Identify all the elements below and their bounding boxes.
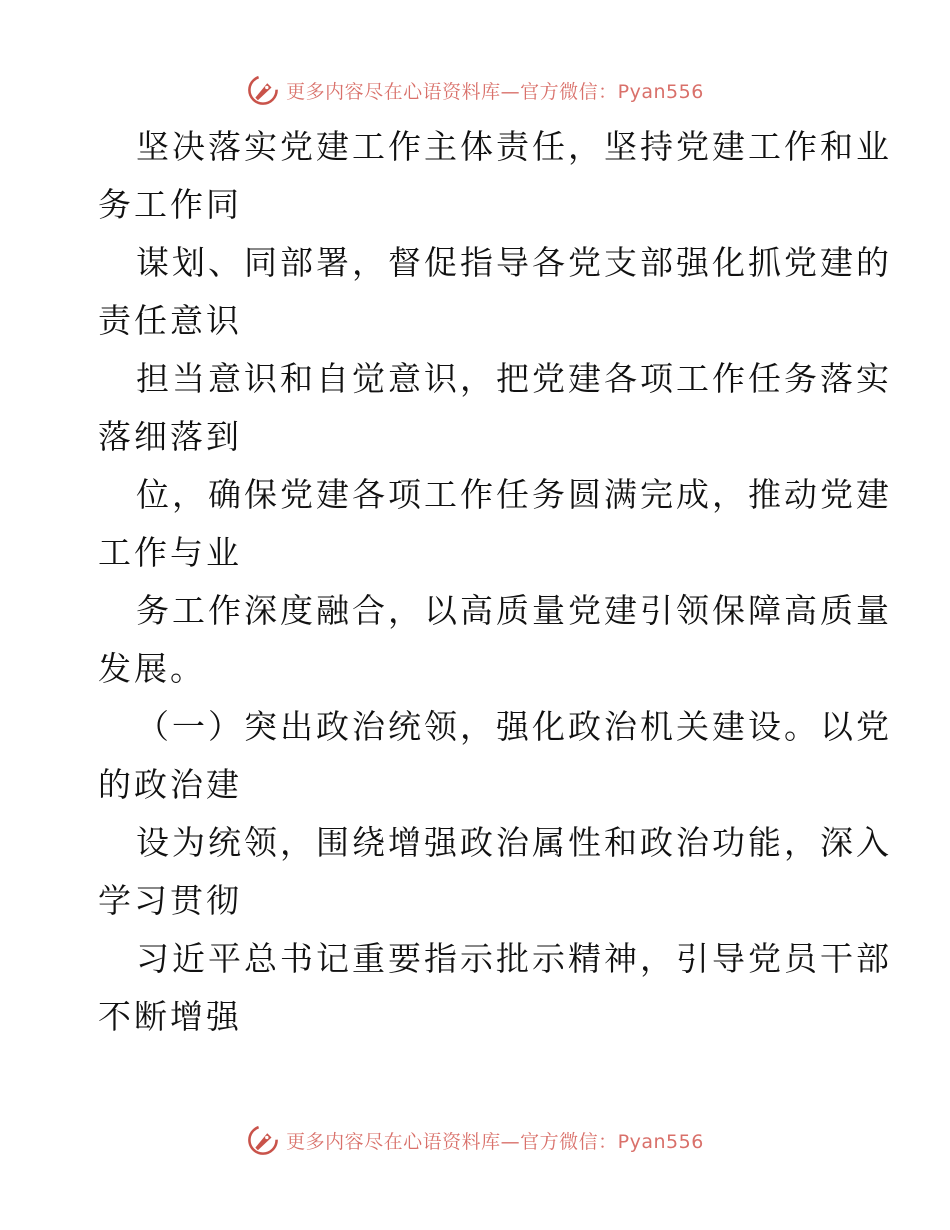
text-line: 不断增强	[98, 997, 242, 1036]
text-line: 务工作同	[98, 185, 242, 224]
watermark-text: 更多内容尽在心语资料库—官方微信：Pyan556	[286, 1130, 704, 1153]
text-line: 谋划、同部署，督促指导各党支部强化抓党建的	[136, 243, 892, 282]
text-line: 发展。	[98, 649, 206, 688]
text-line: 工作与业	[98, 533, 242, 572]
text-line: 的政治建	[98, 765, 242, 804]
pen-nib-logo-icon	[246, 1123, 280, 1157]
text-line: 担当意识和自觉意识，把党建各项工作任务落实	[136, 359, 892, 398]
text-line: 学习贯彻	[98, 881, 242, 920]
text-line: 责任意识	[98, 301, 242, 340]
text-line: 务工作深度融合，以高质量党建引领保障高质量	[136, 591, 892, 630]
pen-nib-logo-icon	[246, 73, 280, 107]
text-line: 落细落到	[98, 417, 242, 456]
text-line: 坚决落实党建工作主体责任，坚持党建工作和业	[136, 127, 892, 166]
text-line: 位，确保党建各项工作任务圆满完成，推动党建	[136, 475, 892, 514]
header-watermark	[0, 70, 950, 110]
text-line: 习近平总书记重要指示批示精神，引导党员干部	[136, 939, 892, 978]
text-line: （一）突出政治统领，强化政治机关建设。以党	[136, 707, 892, 746]
text-line: 设为统领，围绕增强政治属性和政治功能，深入	[136, 823, 892, 862]
document-body	[98, 118, 892, 1046]
watermark-text: 更多内容尽在心语资料库—官方微信：Pyan556	[286, 80, 704, 103]
footer-watermark	[0, 1120, 950, 1160]
